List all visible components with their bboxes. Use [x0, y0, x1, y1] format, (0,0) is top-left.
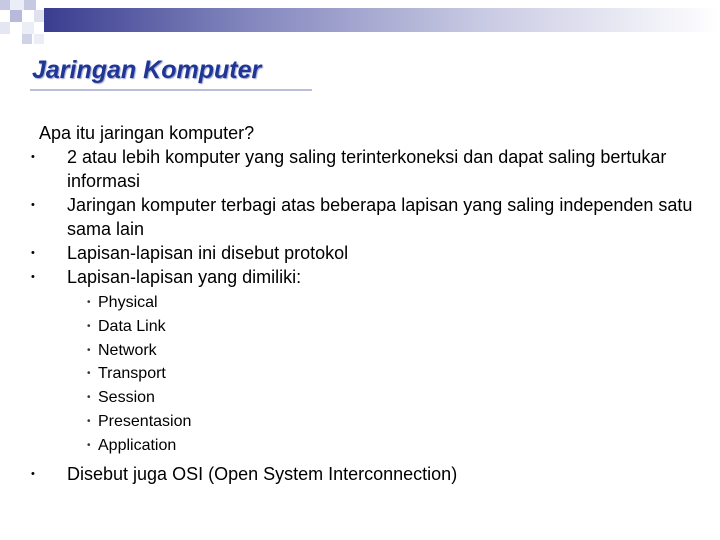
bullet-dot-icon: • [87, 297, 91, 308]
deco-square [22, 34, 32, 44]
layer-item [67, 386, 699, 410]
bullet-item [31, 241, 699, 265]
bullet-item [31, 193, 699, 241]
deco-square [0, 0, 10, 10]
bullet-dot-icon: • [31, 199, 35, 211]
bullet-item [31, 462, 699, 486]
layer-list [67, 291, 699, 458]
bullet-text: Lapisan-lapisan ini disebut protokol [67, 243, 349, 263]
layer-item [67, 362, 699, 386]
bullet-dot-icon: • [87, 439, 91, 451]
layer-text: Session [98, 389, 155, 407]
bullet-text: Jaringan komputer terbagi atas beberapa lapisan yang saling independen satu sama lain [67, 195, 693, 239]
layer-text: Presentasion [98, 412, 192, 430]
bullet-dot-icon: • [31, 467, 35, 480]
layer-text: Application [98, 436, 177, 454]
bullet-text: 2 atau lebih komputer yang saling terinterkoneksi dan dapat saling bertukar informasi [67, 147, 667, 191]
bullet-dot-icon: • [87, 320, 91, 332]
layer-item [67, 315, 699, 339]
deco-square [34, 34, 44, 44]
layer-item [67, 291, 699, 315]
deco-square [10, 10, 22, 22]
layer-text: Transport [98, 365, 166, 383]
layer-item [67, 339, 699, 363]
header-gradient-band [44, 8, 720, 32]
deco-square [34, 10, 44, 22]
layer-item [67, 410, 699, 434]
bullet-dot-icon: • [87, 368, 91, 380]
bullet-text: Disebut juga OSI (Open System Interconnection) [67, 463, 458, 484]
bullet-item [31, 265, 699, 458]
bullet-item [31, 145, 699, 193]
bullet-dot-icon: • [31, 247, 35, 259]
bullet-dot-icon: • [87, 415, 91, 427]
layer-text: Network [98, 341, 157, 359]
bullet-dot-icon: • [31, 271, 35, 283]
layer-item [67, 434, 699, 458]
bullet-dot-icon: • [31, 151, 35, 163]
layer-text: Physical [98, 294, 158, 311]
layer-text: Data Link [98, 317, 166, 335]
slide-title: Jaringan Komputer [32, 56, 262, 84]
bullet-dot-icon: • [87, 344, 91, 356]
deco-square [24, 0, 36, 10]
slide-content [31, 121, 699, 486]
deco-square [22, 22, 34, 34]
deco-square [0, 22, 10, 34]
title-underline [30, 89, 312, 91]
intro-question: Apa itu jaringan komputer? [39, 123, 255, 143]
bullet-dot-icon: • [87, 392, 91, 404]
main-bullet-list [31, 145, 699, 486]
bullet-text: Lapisan-lapisan yang dimiliki: [67, 267, 302, 287]
deco-square [10, 0, 24, 10]
header-decoration [0, 0, 720, 50]
